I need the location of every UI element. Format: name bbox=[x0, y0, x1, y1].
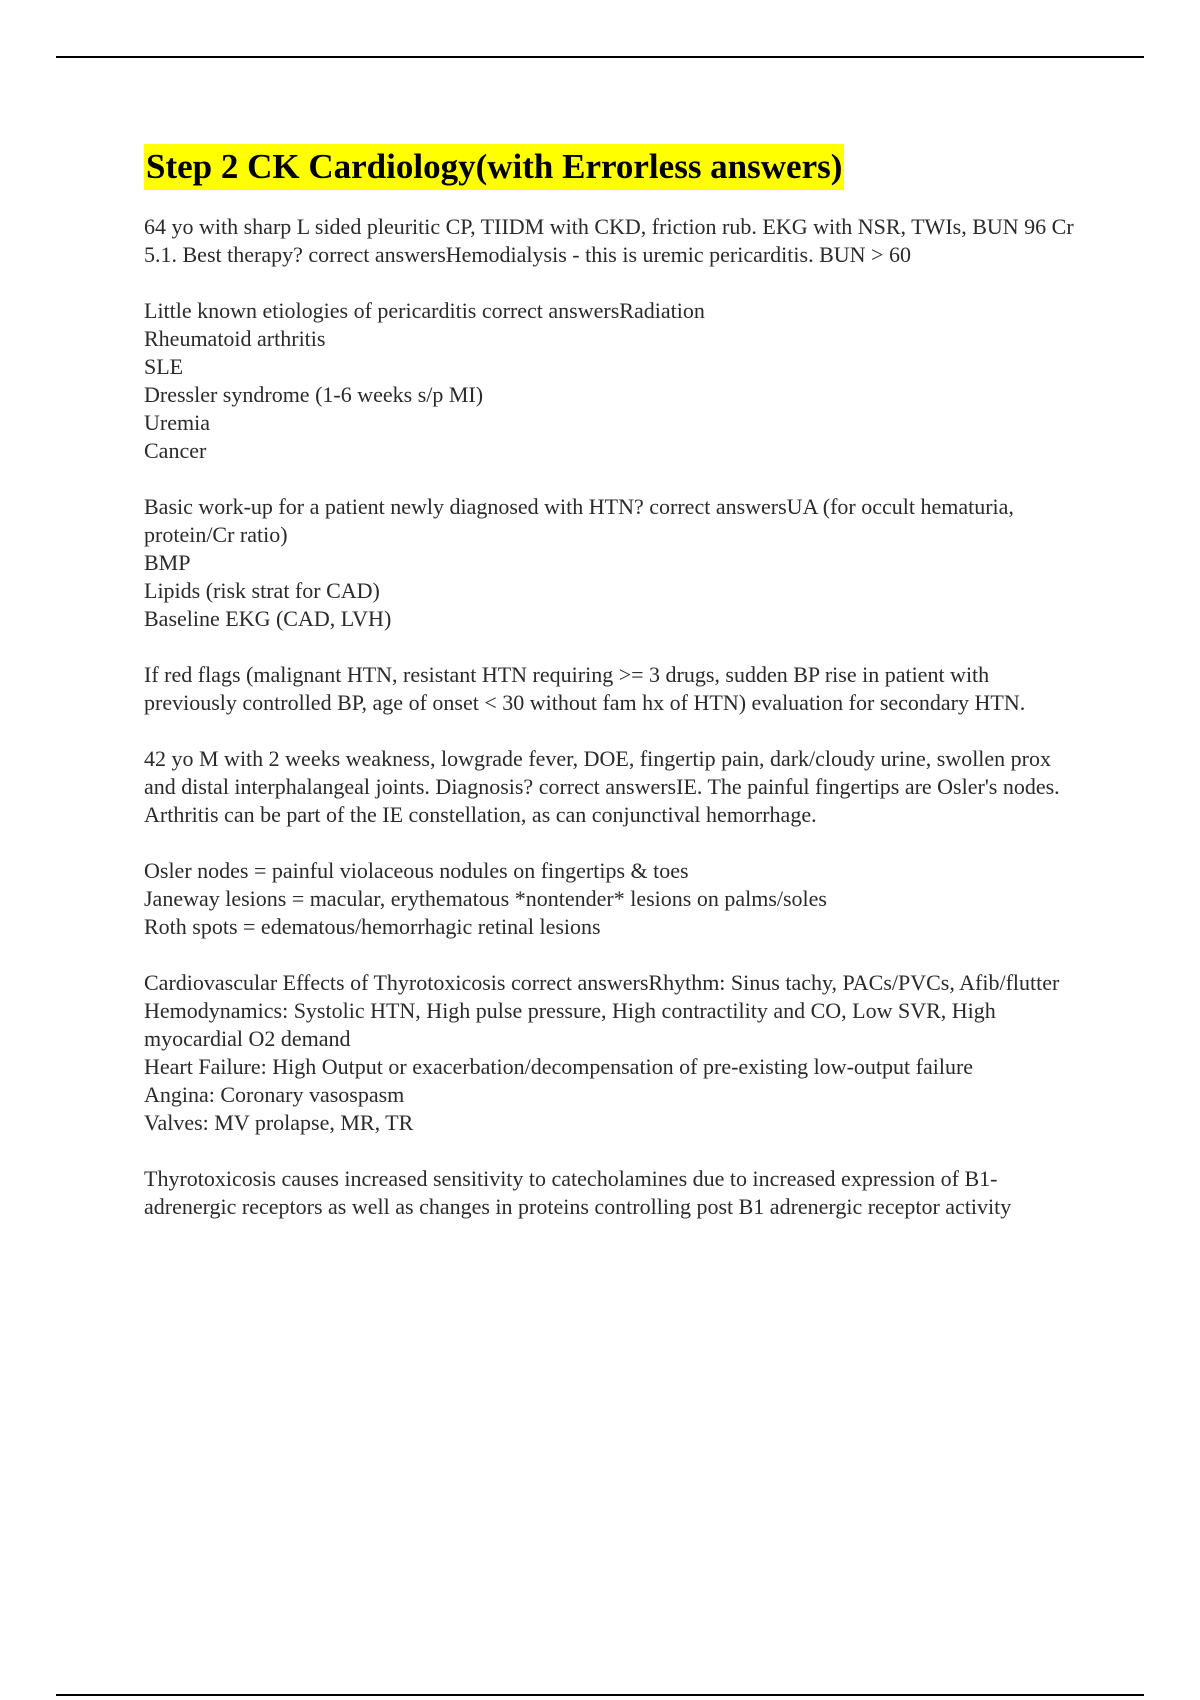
paragraph-htn-workup bbox=[144, 493, 1084, 633]
text-line: 42 yo M with 2 weeks weakness, lowgrade fever, DOE, fingertip pain, dark/cloudy urine, swollen prox and distal interphalangeal joints. Diagnosis? correct answersIE. The painful fingertips are Osler's nodes. Arthritis can be part of the IE constellation, as can conjunctival hemorrhage. bbox=[144, 746, 1060, 827]
text-line: Basic work-up for a patient newly diagnosed with HTN? correct answersUA (for occult hematuria, protein/Cr ratio) bbox=[144, 494, 1014, 547]
text-line: Valves: MV prolapse, MR, TR bbox=[144, 1110, 414, 1135]
text-line: BMP bbox=[144, 550, 191, 575]
text-line: If red flags (malignant HTN, resistant HTN requiring >= 3 drugs, sudden BP rise in patient with previously controlled BP, age of onset < 30 without fam hx of HTN) evaluation for secondary HTN. bbox=[144, 662, 1026, 715]
paragraph-thyrotoxicosis-effects bbox=[144, 969, 1084, 1137]
text-line: Hemodynamics: Systolic HTN, High pulse pressure, High contractility and CO, Low SVR, High myocardial O2 demand bbox=[144, 998, 996, 1051]
document-title: Step 2 CK Cardiology(with Errorless answers) bbox=[144, 144, 844, 190]
text-line: Rheumatoid arthritis bbox=[144, 326, 326, 351]
text-line: Little known etiologies of pericarditis correct answersRadiation bbox=[144, 298, 705, 323]
text-line: SLE bbox=[144, 354, 184, 379]
text-line: 64 yo with sharp L sided pleuritic CP, TIIDM with CKD, friction rub. EKG with NSR, TWIs, BUN 96 Cr 5.1. Best therapy? correct answersHemodialysis - this is uremic pericarditis. BUN > 60 bbox=[144, 214, 1074, 267]
paragraph-htn-red-flags bbox=[144, 661, 1084, 717]
text-line: Cancer bbox=[144, 438, 207, 463]
text-line: Dressler syndrome (1-6 weeks s/p MI) bbox=[144, 382, 484, 407]
text-line: Cardiovascular Effects of Thyrotoxicosis correct answersRhythm: Sinus tachy, PACs/PVCs, Afib/flutter bbox=[144, 970, 1060, 995]
paragraph-ie-signs bbox=[144, 857, 1084, 941]
text-line: Osler nodes = painful violaceous nodules on fingertips & toes bbox=[144, 858, 689, 883]
paragraph-infective-endocarditis bbox=[144, 745, 1084, 829]
text-line: Roth spots = edematous/hemorrhagic retinal lesions bbox=[144, 914, 601, 939]
text-line: Lipids (risk strat for CAD) bbox=[144, 578, 380, 603]
header-rule bbox=[56, 56, 1144, 58]
footer-rule bbox=[56, 1694, 1144, 1696]
text-line: Janeway lesions = macular, erythematous *nontender* lesions on palms/soles bbox=[144, 886, 827, 911]
text-line: Uremia bbox=[144, 410, 210, 435]
text-line: Thyrotoxicosis causes increased sensitivity to catecholamines due to increased expression of B1-adrenergic receptors as well as changes in proteins controlling post B1 adrenergic receptor activity bbox=[144, 1166, 1012, 1219]
text-line: Heart Failure: High Output or exacerbation/decompensation of pre-existing low-output failure bbox=[144, 1054, 974, 1079]
text-line: Baseline EKG (CAD, LVH) bbox=[144, 606, 392, 631]
document-body bbox=[144, 144, 1084, 1249]
paragraph-thyrotoxicosis-catecholamines bbox=[144, 1165, 1084, 1221]
text-line: Angina: Coronary vasospasm bbox=[144, 1082, 405, 1107]
paragraph-uremic-pericarditis bbox=[144, 213, 1084, 269]
paragraph-pericarditis-etiologies bbox=[144, 297, 1084, 465]
